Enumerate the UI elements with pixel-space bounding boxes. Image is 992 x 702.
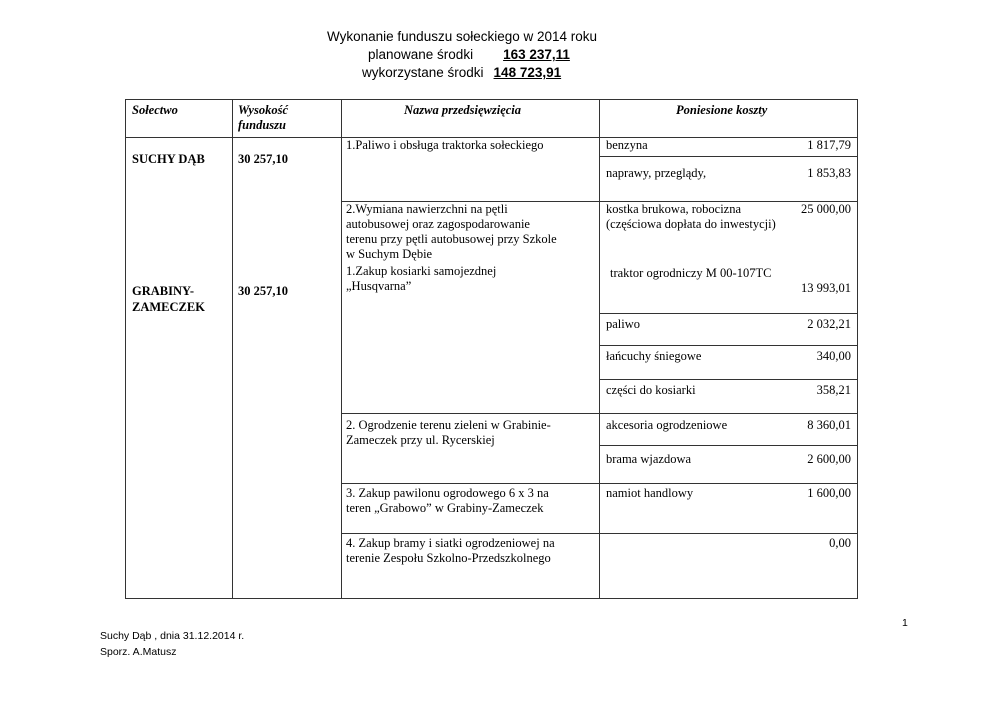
planned-funds-value: 163 237,11 bbox=[503, 47, 570, 62]
cost-divider bbox=[599, 313, 857, 314]
project-name bbox=[346, 418, 551, 448]
cost-value: 1 853,83 bbox=[807, 166, 851, 180]
project-line: 2. Ogrodzenie terenu zieleni w Grabinie- bbox=[346, 418, 551, 432]
used-funds-line bbox=[362, 64, 561, 82]
used-funds-value: 148 723,91 bbox=[493, 65, 562, 80]
row-divider bbox=[341, 483, 857, 484]
cost-entry bbox=[606, 202, 851, 232]
project-name bbox=[346, 264, 496, 294]
cost-entry bbox=[606, 266, 851, 296]
project-line: 2.Wymiana nawierzchni na pętli bbox=[346, 202, 508, 216]
planned-funds-line bbox=[368, 46, 570, 64]
cost-entry bbox=[606, 486, 851, 501]
cost-label: paliwo bbox=[606, 317, 641, 331]
row-divider bbox=[341, 533, 857, 534]
cost-entry bbox=[606, 418, 851, 433]
village-fund: 30 257,10 bbox=[238, 284, 288, 298]
row-divider bbox=[341, 413, 857, 414]
header-project: Nazwa przedsięwzięcia bbox=[404, 103, 522, 117]
cost-label: łańcuchy śniegowe bbox=[606, 349, 702, 363]
cost-entry bbox=[606, 383, 851, 398]
cost-entry bbox=[606, 536, 851, 551]
project-line: terenu przy pętli autobusowej przy Szkole bbox=[346, 232, 557, 246]
village-name: ZAMECZEK bbox=[132, 300, 205, 314]
header-costs: Poniesione koszty bbox=[676, 103, 768, 117]
cost-entry bbox=[606, 452, 851, 467]
village-name: SUCHY DĄB bbox=[132, 152, 205, 166]
col-divider-3 bbox=[599, 100, 600, 598]
cost-value: 1 817,79 bbox=[807, 138, 851, 152]
project-line: 1.Zakup kosiarki samojezdnej bbox=[346, 264, 497, 278]
project-line: „Husqvarna” bbox=[346, 279, 412, 293]
cost-entry bbox=[606, 138, 851, 153]
header-fund-line1: Wysokość bbox=[238, 103, 288, 117]
project-line: 4. Zakup bramy i siatki ogrodzeniowej na bbox=[346, 536, 555, 550]
col-divider-1 bbox=[232, 100, 233, 598]
project-line: teren „Grabowo” w Grabiny-Zameczek bbox=[346, 501, 544, 515]
cost-label: części do kosiarki bbox=[606, 383, 696, 397]
fund-table bbox=[125, 99, 858, 599]
document-title: Wykonanie funduszu sołeckiego w 2014 roku bbox=[327, 29, 598, 44]
cost-label: namiot handlowy bbox=[606, 486, 694, 500]
cost-value: 0,00 bbox=[829, 536, 851, 550]
cost-value: 2 032,21 bbox=[807, 317, 851, 331]
cost-label: kostka brukowa, robocizna bbox=[606, 202, 742, 216]
project-line: Zameczek przy ul. Rycerskiej bbox=[346, 433, 495, 447]
project-line: 3. Zakup pawilonu ogrodowego 6 x 3 na bbox=[346, 486, 549, 500]
village-fund: 30 257,10 bbox=[238, 152, 288, 166]
cost-entry bbox=[606, 349, 851, 364]
header-solectwo: Sołectwo bbox=[132, 103, 178, 117]
cost-entry bbox=[606, 166, 851, 181]
project-name bbox=[346, 536, 555, 566]
cost-entry bbox=[606, 317, 851, 332]
project-name bbox=[346, 202, 557, 262]
cost-value: 8 360,01 bbox=[807, 418, 851, 432]
footer-author: Sporz. A.Matusz bbox=[100, 646, 177, 658]
cost-value: 1 600,00 bbox=[807, 486, 851, 500]
cost-value: 2 600,00 bbox=[807, 452, 851, 466]
cost-divider bbox=[599, 379, 857, 380]
cost-label: naprawy, przeglądy, bbox=[606, 166, 707, 180]
project-line: autobusowej oraz zagospodarowanie bbox=[346, 217, 530, 231]
cost-value: 13 993,01 bbox=[801, 281, 851, 295]
header-fund-line2: funduszu bbox=[238, 118, 286, 132]
cost-note: (częściowa dopłata do inwestycji) bbox=[606, 217, 776, 231]
project-line: terenie Zespołu Szkolno-Przedszkolnego bbox=[346, 551, 551, 565]
cost-divider bbox=[599, 345, 857, 346]
footer-place-date: Suchy Dąb , dnia 31.12.2014 r. bbox=[100, 630, 245, 642]
planned-funds-label: planowane środki bbox=[368, 47, 474, 62]
cost-label: traktor ogrodniczy M 00-107TC bbox=[610, 266, 772, 280]
cost-divider bbox=[599, 445, 857, 446]
used-funds-label: wykorzystane środki bbox=[362, 65, 484, 80]
village-name: GRABINY- bbox=[132, 284, 195, 298]
cost-label: brama wjazdowa bbox=[606, 452, 692, 466]
project-line: w Suchym Dębie bbox=[346, 247, 433, 261]
cost-divider bbox=[599, 156, 857, 157]
project-name: 1.Paliwo i obsługa traktorka sołeckiego bbox=[346, 138, 544, 152]
cost-label: akcesoria ogrodzeniowe bbox=[606, 418, 728, 432]
page-number: 1 bbox=[902, 617, 908, 629]
cost-value: 358,21 bbox=[816, 383, 851, 397]
cost-value: 25 000,00 bbox=[801, 202, 851, 216]
col-divider-2 bbox=[341, 100, 342, 598]
cost-value: 340,00 bbox=[816, 349, 851, 363]
cost-label: benzyna bbox=[606, 138, 648, 152]
project-name bbox=[346, 486, 549, 516]
